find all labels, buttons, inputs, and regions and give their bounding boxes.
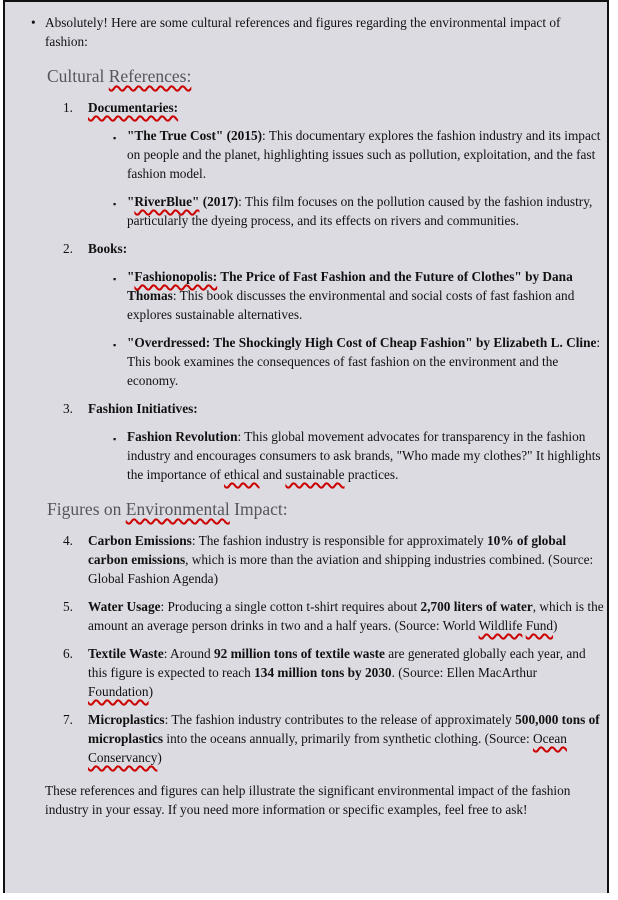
sub-bullet-item bbox=[5, 192, 607, 230]
item-text bbox=[47, 499, 288, 519]
numbered-list-item bbox=[5, 710, 607, 767]
text-run: : This book examines the consequences of fast fashion on the environment and the economy. bbox=[127, 335, 601, 388]
misspelled-word: sustainable bbox=[285, 467, 345, 482]
item-text bbox=[45, 15, 560, 49]
item-text bbox=[127, 194, 592, 228]
sub-bullet-item bbox=[5, 333, 607, 390]
misspelled-word: Fashionopolis: bbox=[134, 269, 218, 284]
item-text bbox=[127, 269, 574, 322]
text-run: : This book discusses the environmental and social costs of fast fashion and explores sustainable alternatives. bbox=[127, 288, 575, 322]
text-run: Impact: bbox=[229, 499, 288, 519]
text-run: 134 million tons by 2030 bbox=[254, 665, 392, 680]
text-run: Microplastics bbox=[88, 712, 165, 727]
text-run: "The True Cost" (2015) bbox=[127, 128, 263, 143]
bullet-marker-icon: • bbox=[31, 15, 36, 30]
text-run: and bbox=[259, 467, 286, 482]
text-run: : Around bbox=[163, 646, 214, 661]
document-body bbox=[5, 13, 607, 819]
misspelled-word: References: bbox=[108, 66, 192, 86]
text-run: " bbox=[127, 194, 135, 209]
item-text bbox=[88, 100, 178, 115]
item-text bbox=[88, 401, 198, 416]
text-run: : The fashion industry contributes to the release of approximately bbox=[164, 712, 516, 727]
numbered-list-item bbox=[5, 399, 607, 418]
text-run: The Price of Fast Fashion and the Future of Clothes" by Dana Thomas bbox=[127, 269, 573, 303]
text-run: Carbon Emissions bbox=[88, 533, 192, 548]
text-run: 10% of global carbon emissions bbox=[88, 533, 567, 567]
text-run: "Overdressed: The Shockingly High Cost of Cheap Fashion" by Elizabeth L. Cline bbox=[127, 335, 597, 350]
item-text bbox=[88, 241, 127, 256]
sub-bullet-item bbox=[5, 267, 607, 324]
text-run: , which is more than the aviation and shipping industries combined. (Source: Global Fashion Agenda) bbox=[88, 552, 594, 586]
text-run: Books: bbox=[88, 241, 128, 256]
text-run: : This global movement advocates for transparency in the fashion industry and encourages consumers to ask brands, "Who made my clothes?" It highlights the importance of bbox=[127, 429, 601, 482]
item-text bbox=[88, 533, 593, 586]
item-number: 1. bbox=[63, 100, 73, 115]
text-run: . (Source: Ellen MacArthur bbox=[391, 665, 538, 680]
misspelled-word: Documentaries: bbox=[88, 100, 179, 115]
numbered-list-item bbox=[5, 597, 607, 635]
item-number: 6. bbox=[63, 646, 73, 661]
closing-paragraph bbox=[5, 781, 607, 819]
bullet-marker-icon: ▪ bbox=[113, 434, 117, 444]
text-run: (2017) bbox=[199, 194, 239, 209]
numbered-list-item bbox=[5, 239, 607, 258]
numbered-list-item bbox=[5, 644, 607, 701]
item-text bbox=[45, 783, 570, 817]
misspelled-word: Conservancy bbox=[88, 750, 158, 765]
text-run: 92 million tons of textile waste bbox=[213, 646, 385, 661]
text-run: Absolutely! Here are some cultural references and figures regarding the environmental impact of fashion: bbox=[45, 15, 561, 49]
text-run: ) bbox=[148, 684, 154, 699]
item-number: 2. bbox=[63, 241, 73, 256]
text-run: ) bbox=[157, 750, 162, 765]
text-run: into the oceans annually, primarily from synthetic clothing. (Source: bbox=[163, 731, 533, 746]
text-run: , which is the amount an average person drinks in two and a half years. (Source: World bbox=[88, 599, 604, 633]
item-number: 5. bbox=[63, 599, 73, 614]
section-heading bbox=[5, 498, 607, 521]
bullet-marker-icon: ▪ bbox=[113, 340, 117, 350]
section-heading bbox=[5, 65, 607, 88]
text-run: Fashion Initiatives: bbox=[88, 401, 198, 416]
bullet-marker-icon: ▪ bbox=[113, 274, 117, 284]
item-number: 3. bbox=[63, 401, 73, 416]
text-run: Textile Waste bbox=[88, 646, 164, 661]
misspelled-word: RiverBlue" bbox=[134, 194, 200, 209]
item-text bbox=[88, 646, 586, 699]
text-run: Figures on bbox=[47, 499, 126, 519]
item-number: 7. bbox=[63, 712, 73, 727]
document-page bbox=[3, 0, 609, 893]
misspelled-word: ethical bbox=[224, 467, 260, 482]
item-text bbox=[127, 128, 600, 181]
text-run: These references and figures can help illustrate the significant environmental impact of the fashion industry in your essay. If you need more information or specific examples, feel free to ask! bbox=[45, 783, 571, 817]
numbered-list-item bbox=[5, 531, 607, 588]
text-run: Fashion Revolution bbox=[127, 429, 238, 444]
item-text bbox=[88, 712, 600, 765]
misspelled-word: Foundation bbox=[88, 684, 149, 699]
item-text bbox=[127, 429, 601, 482]
sub-bullet-item bbox=[5, 126, 607, 183]
sub-bullet-item bbox=[5, 427, 607, 484]
text-run: Cultural bbox=[47, 66, 109, 86]
item-text bbox=[127, 335, 600, 388]
text-run: Water Usage bbox=[88, 599, 161, 614]
misspelled-word: Ocean bbox=[532, 731, 567, 746]
text-run: : This film focuses on the pollution caused by the fashion industry, particularly the dyeing process, and its effects on rivers and communities. bbox=[127, 194, 593, 228]
text-run: 500,000 tons of microplastics bbox=[88, 712, 600, 746]
text-run: : This documentary explores the fashion industry and its impact on people and the planet, highlighting issues such as pollution, exploitation, and the fast fashion model. bbox=[127, 128, 601, 181]
misspelled-word: Wildlife bbox=[478, 618, 523, 633]
misspelled-word: Fund bbox=[525, 618, 554, 633]
misspelled-word: Environmental bbox=[125, 499, 230, 519]
text-run: : The fashion industry is responsible for approximately bbox=[191, 533, 488, 548]
item-number: 4. bbox=[63, 533, 73, 548]
text-run: 2,700 liters of water bbox=[420, 599, 533, 614]
text-run: " bbox=[127, 269, 135, 284]
text-run: : Producing a single cotton t-shirt requires about bbox=[160, 599, 421, 614]
numbered-list-item bbox=[5, 98, 607, 117]
bullet-marker-icon: ▪ bbox=[113, 199, 117, 209]
item-text bbox=[88, 599, 604, 633]
item-text bbox=[47, 66, 191, 86]
bullet-marker-icon: ▪ bbox=[113, 133, 117, 143]
text-run: are generated globally each year, and this figure is expected to reach bbox=[88, 646, 586, 680]
text-run: ) bbox=[553, 618, 558, 633]
text-run: practices. bbox=[344, 467, 399, 482]
intro-bullet-paragraph bbox=[5, 13, 607, 51]
